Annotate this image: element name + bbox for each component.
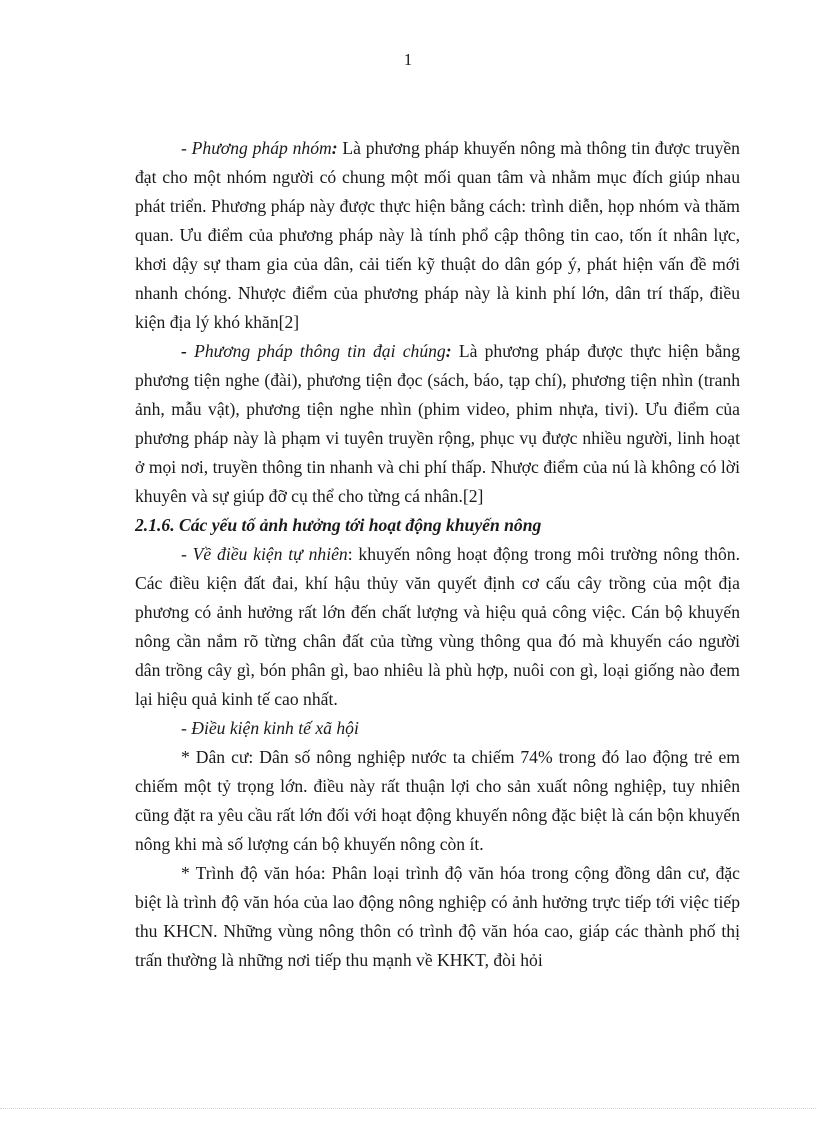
paragraph-dash: - xyxy=(181,341,195,361)
paragraph-colon: : xyxy=(445,341,452,361)
paragraph-lead: - Về điều kiện tự nhiên xyxy=(181,544,348,564)
paragraph-education-level xyxy=(135,859,740,975)
paragraph-text: * Trình độ văn hóa: Phân loại trình độ văn hóa trong cộng đồng dân cư, đặc biệt là trình độ văn hóa của lao động nông nghiệp có ảnh hưởng trực tiếp tới việc tiếp thu KHCN. Những vùng nông thôn có trình độ văn hóa cao, giáp các thành phố thị trấn thường là những nơi tiếp thu mạnh về KHKT, đòi hỏi xyxy=(135,863,740,970)
paragraph-lead: - Phương pháp nhóm xyxy=(181,138,332,158)
paragraph-text: * Dân cư: Dân số nông nghiệp nước ta chiếm 74% trong đó lao động trẻ em chiếm một tỷ trọng lớn. điều này rất thuận lợi cho sản xuất nông nghiệp, tuy nhiên cũng đặt ra yêu cầu rất lớn đối với hoạt động khuyến nông đặc biệt là cán bộn khuyến nông khi mà số lượng cán bộ khuyến nông còn ít. xyxy=(135,747,740,854)
paragraph-natural-conditions xyxy=(135,540,740,714)
paragraph-socioeconomic-conditions xyxy=(135,714,740,743)
paragraph-colon: : xyxy=(331,138,338,158)
page-bottom-divider xyxy=(0,1108,816,1109)
page-number: 1 xyxy=(403,50,413,69)
paragraph-group-method xyxy=(135,134,740,337)
document-body xyxy=(135,134,740,975)
paragraph-text: Là phương pháp khuyến nông mà thông tin được truyền đạt cho một nhóm người có chung một mối quan tâm và nhằm mục đích giúp nhau phát triển. Phương pháp này được thực hiện bằng cách: trình diễn, họp nhóm và thăm quan. Ưu điểm của phương pháp này là tính phổ cập thông tin cao, tốn ít nhân lực, khơi dậy sự tham gia của dân, cải tiến kỹ thuật do dân góp ý, phát hiện vấn đề mới nhanh chóng. Nhược điểm của phương pháp này là kinh phí lớn, dân trí thấp, điều kiện địa lý khó khăn[2] xyxy=(135,138,740,332)
paragraph-mass-media-method xyxy=(135,337,740,511)
paragraph-lead: - Điều kiện kinh tế xã hội xyxy=(181,718,359,738)
paragraph-lead: Phương pháp thông tin đại chúng xyxy=(194,341,446,361)
paragraph-text: Là phương pháp được thực hiện bằng phương tiện nghe (đài), phương tiện đọc (sách, báo, tạp chí), phương tiện nhìn (tranh ảnh, mẫu vật), phương tiện nghe nhìn (phim video, phim nhựa, tivi). Ưu điểm của phương pháp này là phạm vi tuyên truyền rộng, phục vụ được nhiều người, linh hoạt ở mọi nơi, truyền thông tin nhanh và chi phí thấp. Nhược điểm của nú là không có lời khuyên và sự giúp đỡ cụ thể cho từng cá nhân.[2] xyxy=(135,341,740,506)
section-heading: 2.1.6. Các yếu tố ảnh hưởng tới hoạt động khuyến nông xyxy=(135,515,542,535)
paragraph-text: : khuyến nông hoạt động trong môi trường nông thôn. Các điều kiện đất đai, khí hậu thủy văn quyết định cơ cấu cây trồng của một địa phương có ảnh hưởng rất lớn đến chất lượng và hiệu quả công việc. Cán bộ khuyến nông cần nắm rõ từng chân đất của từng vùng thông qua đó mà khuyến cáo người dân trồng cây gì, bón phân gì, bao nhiêu là phù hợp, nuôi con gì, loại giống nào đem lại hiệu quả kinh tế cao nhất. xyxy=(135,544,740,709)
paragraph-population xyxy=(135,743,740,859)
